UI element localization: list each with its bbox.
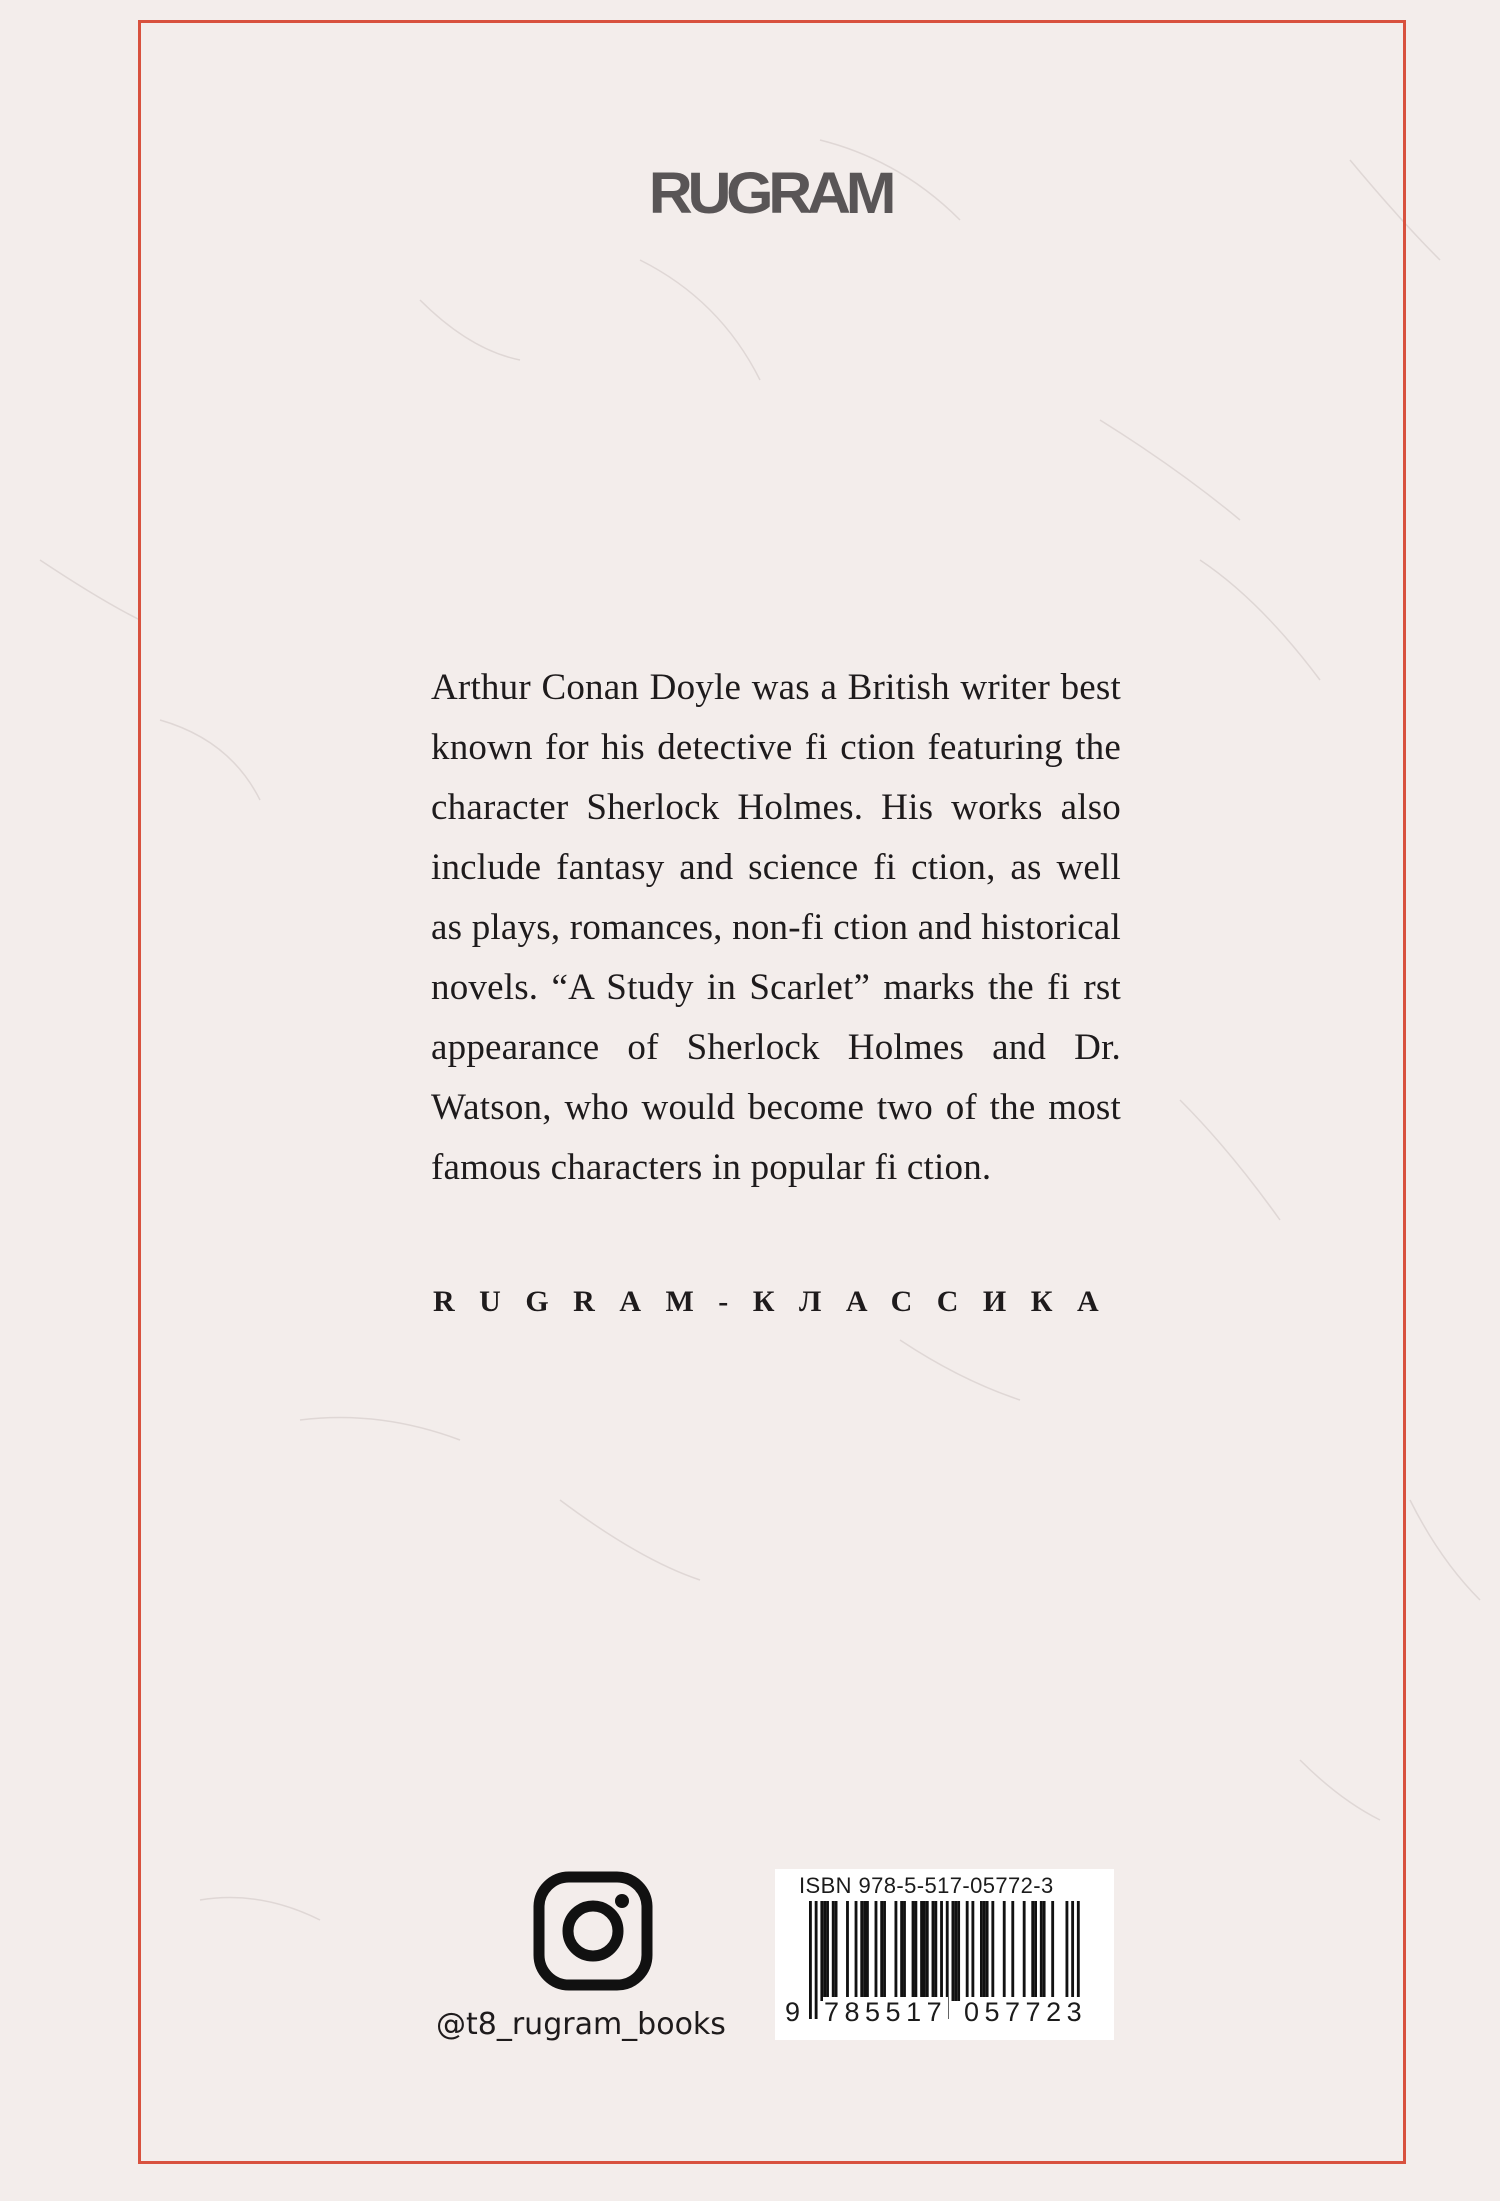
barcode-bar: [1040, 1901, 1043, 2001]
book-description: Arthur Conan Doyle was a British writer best known for his detective fi ction featuring the character Sherlock Holmes. His works also include fantasy and science fi ction, as well as plays, romances, non-fi ction and historical novels. “A Study in Scarlet” marks the fi rst appearance of Sherlock Holmes and Dr. Watson, who would become two of the most famous characters in popular fi ction.: [431, 667, 1121, 1188]
instagram-icon: [533, 1871, 653, 1991]
barcode-bar: [926, 1901, 929, 2001]
barcode-bar: [875, 1901, 878, 2001]
barcode-bar: [823, 1901, 826, 2001]
barcode-bar: [912, 1901, 915, 2001]
instagram-handle: @t8_rugram_books: [436, 2007, 726, 2042]
barcode-bar: [900, 1901, 903, 2001]
barcode-bar: [860, 1901, 863, 2001]
barcode-bar: [866, 1901, 869, 2001]
barcode-bar: [983, 1901, 986, 2001]
barcode-bar: [1031, 1901, 1034, 2001]
barcode-bar: [914, 1901, 917, 2001]
barcode-bar: [883, 1901, 886, 2001]
barcode-bar: [966, 1901, 969, 2001]
barcode-bar: [991, 1901, 994, 2001]
barcode-bar: [952, 1901, 955, 2001]
barcode-bar: [1043, 1901, 1046, 2001]
barcode-bar: [846, 1901, 849, 2001]
barcode-bar: [1051, 1901, 1054, 2001]
barcode-bar: [934, 1901, 937, 2001]
barcode-bar: [903, 1901, 906, 2001]
isbn-barcode: [775, 1869, 1114, 2040]
barcode-bar: [1023, 1901, 1026, 2001]
barcode-bar: [957, 1901, 960, 2001]
barcode-bar: [932, 1901, 935, 2001]
barcode-bar: [971, 1901, 974, 2001]
barcode-bar: [1066, 1901, 1069, 2001]
barcode-bar: [863, 1901, 866, 2001]
barcode-bar: [855, 1901, 858, 2001]
barcode-bar: [835, 1901, 838, 2001]
barcode-bar: [980, 1901, 983, 2001]
barcode-bar: [1003, 1901, 1006, 2001]
barcode-bar: [920, 1901, 923, 2001]
series-name: RUGRAM-КЛАССИКА: [433, 1285, 1124, 1318]
barcode-bar: [815, 1901, 818, 2019]
barcode-bar: [820, 1901, 823, 2001]
ean-right-digits: 057723: [964, 1997, 1088, 2027]
barcode-bar: [986, 1901, 989, 2001]
barcode-bar: [923, 1901, 926, 2001]
publisher-logo: RUGRAM: [648, 161, 892, 226]
ean-first-digit: 9: [785, 1997, 801, 2027]
barcode-bar: [809, 1901, 812, 2019]
barcode-bar: [1034, 1901, 1037, 2001]
barcode-bar: [832, 1901, 835, 2001]
barcode-bar: [1011, 1901, 1014, 2001]
barcode-bar: [880, 1901, 883, 2001]
isbn-label: ISBN 978-5-517-05772-3: [799, 1873, 1054, 1898]
barcode-bar: [895, 1901, 898, 2001]
barcode-bar: [954, 1901, 957, 2001]
ean-left-digits: 785517: [824, 1997, 948, 2027]
barcode-bar: [826, 1901, 829, 2001]
